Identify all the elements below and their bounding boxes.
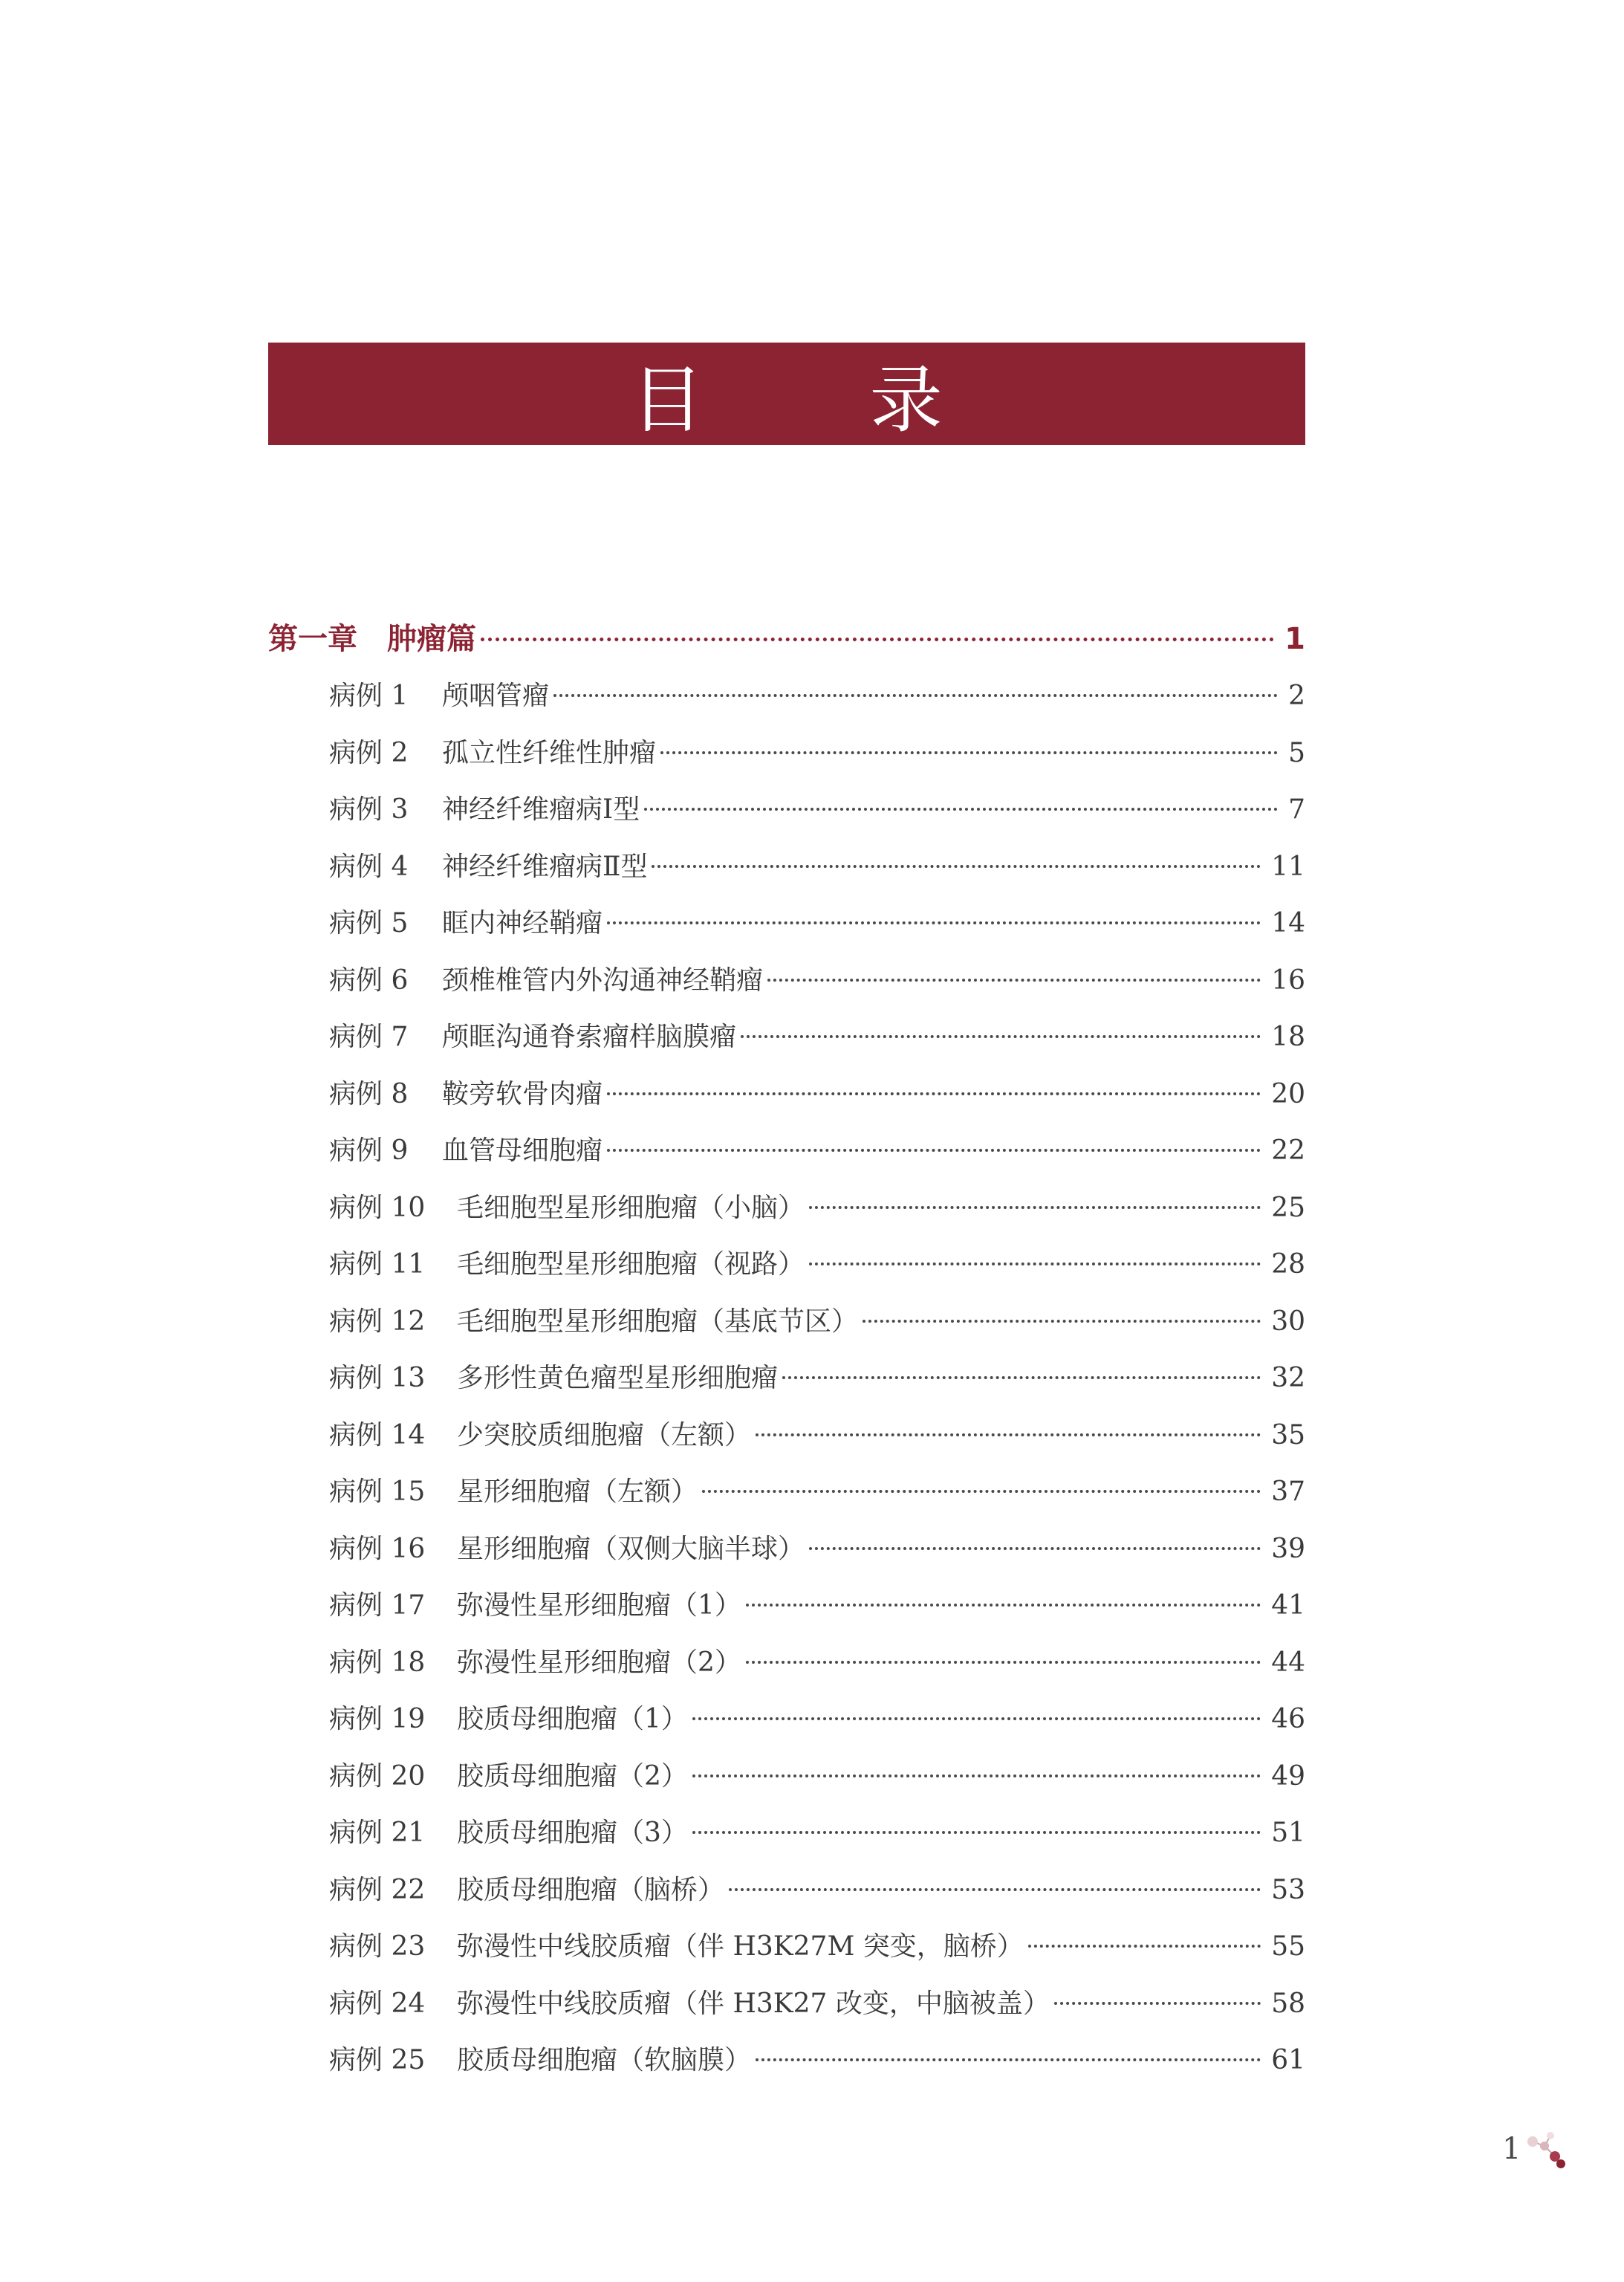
case-number: 病例 14 (329, 1419, 426, 1450)
case-number: 病例 11 (329, 1249, 426, 1280)
chapter-number: 第一章 (268, 622, 357, 656)
dot-leader (809, 1262, 1261, 1265)
case-page-number: 18 (1271, 1022, 1305, 1052)
case-title: 毛细胞型星形细胞瘤（视路） (457, 1249, 805, 1280)
toc-entry[interactable] (268, 1812, 1305, 1869)
title-banner (268, 343, 1305, 445)
case-number: 病例 23 (329, 1931, 426, 1962)
dot-leader (746, 1661, 1261, 1664)
toc-entry[interactable] (268, 732, 1305, 789)
case-title: 孤立性纤维性肿瘤 (442, 737, 657, 768)
case-number: 病例 22 (329, 1874, 426, 1905)
toc-entry[interactable] (268, 1755, 1305, 1812)
dot-leader (756, 1433, 1261, 1436)
toc-entry[interactable] (268, 959, 1305, 1017)
toc-entry[interactable] (268, 1073, 1305, 1130)
case-page-number: 39 (1271, 1533, 1305, 1564)
dot-leader (692, 1717, 1261, 1720)
case-page-number: 46 (1271, 1704, 1305, 1734)
case-page-number: 20 (1271, 1078, 1305, 1109)
case-page-number: 51 (1271, 1818, 1305, 1848)
case-page-number: 35 (1271, 1419, 1305, 1450)
case-title: 神经纤维瘤病Ⅱ型 (442, 851, 648, 882)
case-page-number: 41 (1271, 1590, 1305, 1621)
case-title: 多形性黄色瘤型星形细胞瘤 (457, 1363, 779, 1393)
chapter-page-number: 1 (1284, 622, 1305, 656)
case-page-number: 7 (1288, 794, 1305, 825)
case-number: 病例 6 (329, 965, 409, 996)
case-number: 病例 15 (329, 1477, 426, 1507)
case-number: 病例 25 (329, 2045, 426, 2075)
case-title: 弥漫性星形细胞瘤（2） (457, 1647, 741, 1678)
case-page-number: 22 (1271, 1135, 1305, 1166)
dot-leader (767, 979, 1261, 982)
case-title: 弥漫性中线胶质瘤（伴 H3K27 改变，中脑被盖） (457, 1988, 1050, 2019)
page-footer (1502, 2127, 1570, 2171)
case-number: 病例 20 (329, 1760, 426, 1792)
dot-leader (756, 2058, 1261, 2061)
case-number: 病例 16 (329, 1533, 426, 1564)
case-title: 少突胶质细胞瘤（左额） (457, 1419, 752, 1450)
dot-leader (809, 1547, 1261, 1550)
case-number: 病例 7 (329, 1022, 409, 1052)
toc-entry[interactable] (268, 1869, 1305, 1926)
dot-leader (746, 1604, 1261, 1607)
chapter-title: 肿瘤篇 (387, 622, 476, 656)
case-title: 鞍旁软骨肉瘤 (442, 1078, 603, 1109)
case-title: 神经纤维瘤病Ⅰ型 (442, 794, 640, 825)
case-page-number: 44 (1271, 1647, 1305, 1678)
page-number: 1 (1502, 2132, 1521, 2166)
page-title: 目 录 (631, 357, 1014, 443)
case-title: 颅咽管瘤 (442, 681, 550, 711)
dot-leader (702, 1490, 1261, 1493)
toc-entry[interactable] (268, 1528, 1305, 1585)
toc-entry[interactable] (268, 1584, 1305, 1641)
case-title: 血管母细胞瘤 (442, 1135, 603, 1166)
dot-leader (660, 751, 1278, 754)
entry-list (268, 675, 1305, 2096)
case-title: 胶质母细胞瘤（脑桥） (457, 1874, 725, 1905)
toc-entry[interactable] (268, 2039, 1305, 2096)
toc-entry[interactable] (268, 1983, 1305, 2040)
case-number: 病例 1 (329, 681, 409, 711)
toc-entry[interactable] (268, 1698, 1305, 1755)
case-number: 病例 10 (329, 1192, 426, 1223)
case-page-number: 37 (1271, 1477, 1305, 1507)
case-number: 病例 19 (329, 1704, 426, 1734)
case-title: 胶质母细胞瘤（2） (457, 1760, 688, 1792)
case-page-number: 5 (1288, 737, 1305, 768)
case-page-number: 16 (1271, 965, 1305, 996)
toc-entry[interactable] (268, 1357, 1305, 1414)
case-title: 星形细胞瘤（双侧大脑半球） (457, 1533, 805, 1564)
dot-leader (652, 865, 1261, 868)
dot-leader (607, 1149, 1261, 1152)
case-number: 病例 5 (329, 908, 409, 939)
case-page-number: 32 (1271, 1363, 1305, 1393)
case-page-number: 58 (1271, 1988, 1305, 2019)
toc-entry[interactable] (268, 1187, 1305, 1244)
case-number: 病例 24 (329, 1988, 426, 2019)
toc-entry[interactable] (268, 1414, 1305, 1471)
case-title: 颈椎椎管内外沟通神经鞘瘤 (442, 965, 764, 996)
toc-entry[interactable] (268, 788, 1305, 846)
dot-leader (644, 808, 1278, 811)
dot-leader (809, 1206, 1261, 1209)
case-page-number: 28 (1271, 1249, 1305, 1280)
dot-leader (607, 921, 1261, 924)
case-page-number: 30 (1271, 1306, 1305, 1337)
case-title: 弥漫性星形细胞瘤（1） (457, 1590, 741, 1621)
case-number: 病例 2 (329, 737, 409, 768)
case-page-number: 53 (1271, 1874, 1305, 1905)
toc-entry[interactable] (268, 1129, 1305, 1187)
case-number: 病例 17 (329, 1590, 426, 1621)
toc-entry[interactable] (268, 1641, 1305, 1699)
case-number: 病例 18 (329, 1647, 426, 1678)
dot-leader (1028, 1945, 1261, 1948)
case-page-number: 61 (1271, 2045, 1305, 2075)
molecule-icon (1522, 2127, 1570, 2171)
case-number: 病例 12 (329, 1306, 426, 1337)
table-of-contents (268, 615, 1305, 2096)
dot-leader (741, 1035, 1261, 1038)
dot-leader (863, 1320, 1261, 1323)
dot-leader (692, 1831, 1261, 1834)
chapter-heading[interactable] (268, 615, 1305, 675)
case-number: 病例 4 (329, 851, 409, 882)
dot-leader (782, 1376, 1261, 1379)
case-number: 病例 8 (329, 1078, 409, 1109)
case-title: 毛细胞型星形细胞瘤（小脑） (457, 1192, 805, 1223)
dot-leader (607, 1092, 1261, 1095)
case-title: 胶质母细胞瘤（1） (457, 1704, 688, 1734)
case-title: 星形细胞瘤（左额） (457, 1477, 698, 1507)
toc-entry[interactable] (268, 902, 1305, 959)
case-title: 胶质母细胞瘤（3） (457, 1818, 688, 1848)
case-page-number: 25 (1271, 1192, 1305, 1223)
case-number: 病例 9 (329, 1135, 409, 1166)
dot-leader (481, 638, 1274, 641)
case-number: 病例 13 (329, 1363, 426, 1393)
case-title: 胶质母细胞瘤（软脑膜） (457, 2045, 752, 2075)
toc-entry[interactable] (268, 1243, 1305, 1300)
case-title: 颅眶沟通脊索瘤样脑膜瘤 (442, 1022, 737, 1052)
case-page-number: 2 (1288, 681, 1305, 711)
case-page-number: 49 (1271, 1760, 1305, 1792)
case-title: 眶内神经鞘瘤 (442, 908, 603, 939)
case-page-number: 14 (1271, 908, 1305, 939)
case-number: 病例 21 (329, 1818, 426, 1848)
toc-entry[interactable] (268, 846, 1305, 903)
case-page-number: 11 (1271, 851, 1305, 882)
toc-entry[interactable] (268, 675, 1305, 732)
case-title: 弥漫性中线胶质瘤（伴 H3K27M 突变，脑桥） (457, 1931, 1024, 1962)
case-number: 病例 3 (329, 794, 409, 825)
dot-leader (553, 694, 1278, 697)
toc-entry[interactable] (268, 1300, 1305, 1358)
toc-entry[interactable] (268, 1016, 1305, 1073)
case-page-number: 55 (1271, 1931, 1305, 1962)
dot-leader (729, 1888, 1261, 1891)
dot-leader (1054, 2002, 1261, 2005)
dot-leader (692, 1774, 1261, 1777)
toc-entry[interactable] (268, 1925, 1305, 1983)
toc-entry[interactable] (268, 1471, 1305, 1528)
case-title: 毛细胞型星形细胞瘤（基底节区） (457, 1306, 859, 1337)
